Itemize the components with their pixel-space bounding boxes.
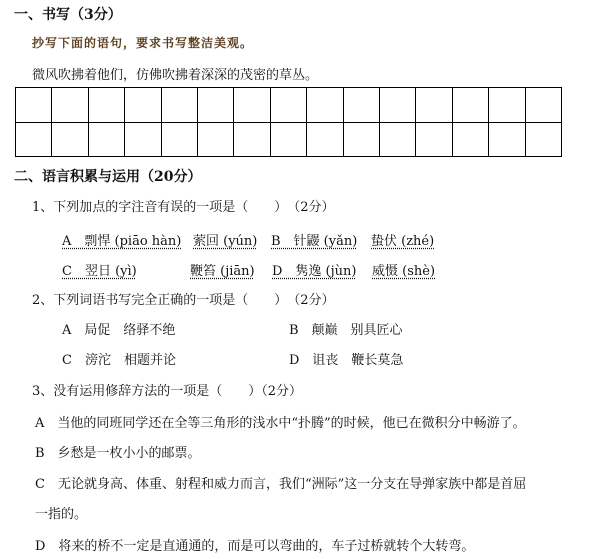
grid-cell[interactable] <box>125 88 161 123</box>
grid-cell[interactable] <box>526 88 562 123</box>
q3-option-c-line2: 一指的。 <box>35 507 88 522</box>
grid-cell[interactable] <box>52 123 88 158</box>
grid-cell[interactable] <box>162 88 198 123</box>
grid-cell[interactable] <box>416 88 452 123</box>
grid-cell[interactable] <box>16 88 52 123</box>
q1-option-d1: D 隽逸 (jùn) <box>272 264 357 279</box>
q1-prompt: 1、下列加点的字注音有误的一项是（ ） （2分） <box>32 200 335 215</box>
grid-cell[interactable] <box>380 88 416 123</box>
grid-cell[interactable] <box>489 123 525 158</box>
q3-option-d: D 将来的桥不一定是直通通的，而是可以弯曲的，车子过桥就转个大转弯。 <box>35 539 475 554</box>
grid-cell[interactable] <box>16 123 52 158</box>
q3-prompt: 3、没有运用修辞方法的一项是（ ）（2分） <box>32 384 303 399</box>
grid-cell[interactable] <box>526 123 562 158</box>
q1-option-a1: A 剽悍 (piāo hàn) <box>62 234 182 249</box>
grid-cell[interactable] <box>307 123 343 158</box>
q1-option-c1: C 翌日 (yì) <box>62 264 137 279</box>
section2-title: 二、语言积累与运用（20分） <box>14 169 202 185</box>
q2-option-b: B 颠巅 别具匠心 <box>289 323 403 338</box>
q2-option-a: A 局促 络驿不绝 <box>62 323 176 338</box>
q2-option-d: D 诅丧 鞭长莫急 <box>289 353 404 368</box>
grid-cell[interactable] <box>198 123 234 158</box>
grid-cell[interactable] <box>198 88 234 123</box>
grid-cell[interactable] <box>416 123 452 158</box>
q1-option-a2: 萦回 (yún) <box>193 234 258 249</box>
section1-title: 一、书写（3分） <box>14 7 122 23</box>
section1-sentence: 微风吹拂着他们，仿佛吹拂着深深的茂密的草丛。 <box>32 68 319 83</box>
grid-cell[interactable] <box>89 88 125 123</box>
q2-prompt: 2、下列词语书写完全正确的一项是（ ） （2分） <box>32 293 335 308</box>
q1-option-b1: B 针鼹 (yǎn) <box>271 234 358 249</box>
q1-option-d2: 威慑 (shè) <box>372 264 436 279</box>
grid-cell[interactable] <box>234 88 270 123</box>
grid-cell[interactable] <box>234 123 270 158</box>
grid-cell[interactable] <box>271 123 307 158</box>
q3-option-c-line1: C 无论就身高、体重、射程和威力而言，我们“洲际”这一分支在导弹家族中都是首屈 <box>35 477 527 492</box>
grid-cell[interactable] <box>489 88 525 123</box>
grid-cell[interactable] <box>125 123 161 158</box>
grid-cell[interactable] <box>344 88 380 123</box>
writing-grid[interactable] <box>15 87 562 157</box>
q2-option-c: C 滂沱 相题并论 <box>62 353 176 368</box>
grid-cell[interactable] <box>162 123 198 158</box>
grid-cell[interactable] <box>52 88 88 123</box>
grid-cell[interactable] <box>380 123 416 158</box>
grid-cell[interactable] <box>344 123 380 158</box>
grid-cell[interactable] <box>89 123 125 158</box>
q1-option-b2: 蛰伏 (zhé) <box>371 234 435 249</box>
q3-option-b: B 乡愁是一枚小小的邮票。 <box>35 446 201 461</box>
section1-instruction: 抄写下面的语句，要求书写整洁美观。 <box>32 36 254 50</box>
q3-option-a: A 当他的同班同学还在全等三角形的浅水中“扑腾”的时候，他已在微积分中畅游了。 <box>35 416 526 431</box>
grid-cell[interactable] <box>307 88 343 123</box>
grid-cell[interactable] <box>453 88 489 123</box>
grid-cell[interactable] <box>453 123 489 158</box>
grid-cell[interactable] <box>271 88 307 123</box>
q1-option-c2: 鞭笞 (jiān) <box>190 264 255 279</box>
